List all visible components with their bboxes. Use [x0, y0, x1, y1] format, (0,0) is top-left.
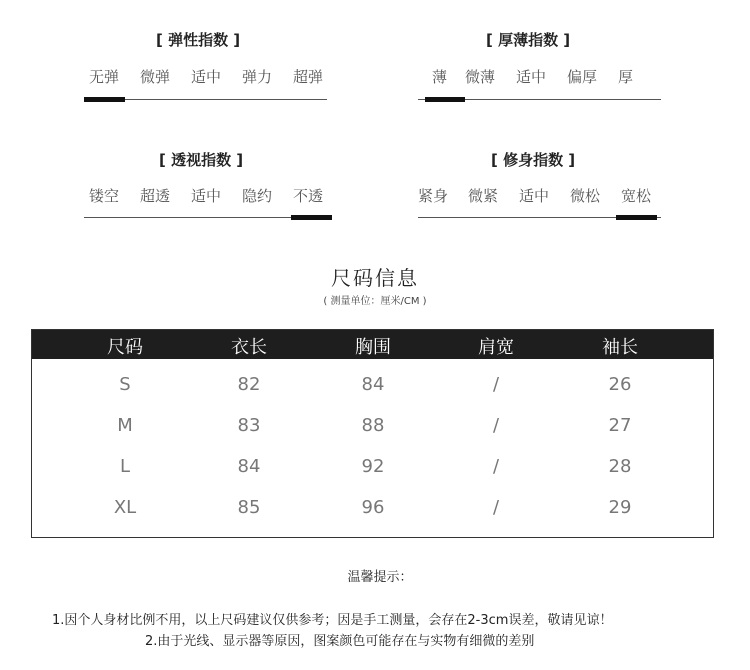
cell-chest: 84 [361, 374, 385, 395]
cell-size: M [117, 415, 133, 436]
header-length: 衣长 [231, 337, 267, 358]
size-table [31, 329, 714, 538]
transparency-selected-marker [291, 215, 332, 220]
fit-option: 适中 [519, 187, 550, 205]
cell-size: S [119, 374, 131, 395]
cell-sleeve: 27 [608, 415, 632, 436]
cell-chest: 92 [361, 456, 385, 477]
cell-shoulder: / [492, 456, 500, 477]
thickness-option: 适中 [516, 68, 547, 86]
transparency-option: 不透 [293, 187, 324, 205]
thickness-selected-marker [425, 97, 465, 102]
transparency-option: 隐约 [242, 187, 273, 205]
transparency-option: 超透 [140, 187, 171, 205]
header-size: 尺码 [107, 337, 143, 358]
cell-chest: 96 [361, 497, 385, 518]
elasticity-index-title: [ 弹性指数 ] [156, 31, 241, 49]
cell-size: XL [113, 497, 137, 518]
cell-length: 84 [237, 456, 261, 477]
fit-option: 宽松 [621, 187, 652, 205]
cell-sleeve: 26 [608, 374, 632, 395]
elasticity-selected-marker [84, 97, 125, 102]
thickness-option: 厚 [618, 68, 634, 86]
fit-selected-marker [616, 215, 657, 220]
thickness-option: 薄 [432, 68, 448, 86]
header-sleeve: 袖长 [602, 337, 638, 358]
elasticity-option: 微弹 [140, 68, 171, 86]
fit-index-title: [ 修身指数 ] [491, 151, 576, 169]
elasticity-option: 弹力 [242, 68, 273, 86]
thickness-option: 微薄 [465, 68, 496, 86]
size-info-title: 尺码信息 [331, 266, 419, 290]
cell-shoulder: / [492, 415, 500, 436]
cell-sleeve: 29 [608, 497, 632, 518]
cell-chest: 88 [361, 415, 385, 436]
cell-sleeve: 28 [608, 456, 632, 477]
transparency-index-title: [ 透视指数 ] [159, 151, 244, 169]
fit-option: 微紧 [468, 187, 499, 205]
header-shoulder: 肩宽 [478, 337, 514, 358]
thickness-option: 偏厚 [567, 68, 598, 86]
table-header [32, 330, 713, 359]
cell-shoulder: / [492, 497, 500, 518]
thickness-index-title: [ 厚薄指数 ] [486, 31, 571, 49]
cell-length: 82 [237, 374, 261, 395]
header-chest: 胸围 [355, 337, 391, 358]
transparency-option: 镂空 [89, 187, 120, 205]
cell-length: 83 [237, 415, 261, 436]
cell-shoulder: / [492, 374, 500, 395]
size-info-subtitle: ( 测量单位：厘米/CM ) [323, 296, 427, 307]
fit-option: 紧身 [418, 187, 449, 205]
tips-title: 温馨提示： [347, 570, 413, 585]
tip-line-1: 1.因个人身材比例不用，以上尺码建议仅供参考；因是手工测量，会存在2-3cm误差，敬请见谅！ [52, 613, 613, 628]
cell-length: 85 [237, 497, 261, 518]
fit-option: 微松 [570, 187, 601, 205]
tip-line-2: 2.由于光线、显示器等原因，图案颜色可能存在与实物有细微的差别 [145, 634, 535, 649]
transparency-option: 适中 [191, 187, 222, 205]
elasticity-option: 超弹 [293, 68, 324, 86]
cell-size: L [119, 456, 131, 477]
elasticity-option: 无弹 [89, 68, 120, 86]
elasticity-option: 适中 [191, 68, 222, 86]
